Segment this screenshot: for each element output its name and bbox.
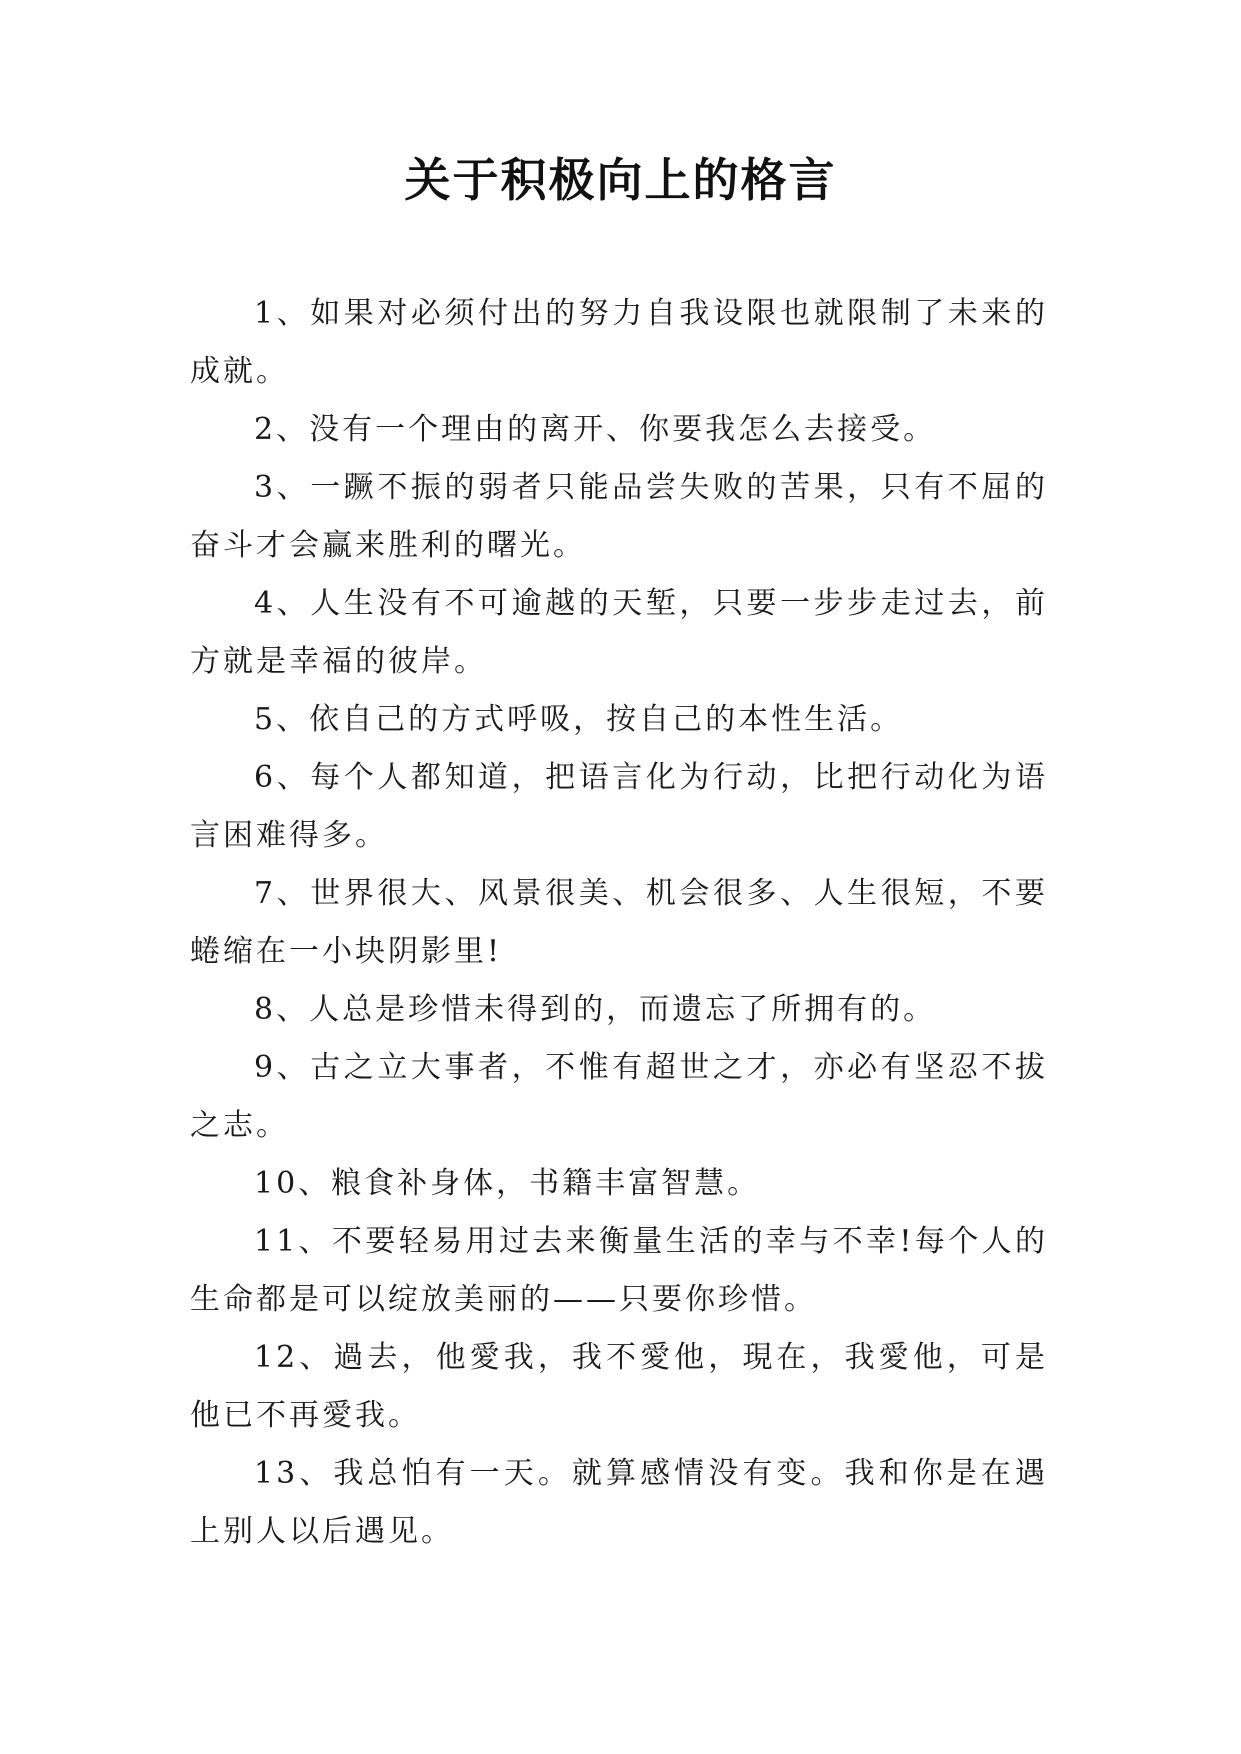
paragraph-3: 3、一蹶不振的弱者只能品尝失败的苦果，只有不屈的奋斗才会赢来胜利的曙光。 <box>190 470 1048 563</box>
paragraph-6: 6、每个人都知道，把语言化为行动，比把行动化为语言困难得多。 <box>190 760 1048 853</box>
paragraph-5: 5、依自己的方式呼吸，按自己的本性生活。 <box>254 702 904 737</box>
paragraph-13: 13、我总怕有一天。就算感情没有变。我和你是在遇上别人以后遇见。 <box>190 1456 1048 1549</box>
document-body <box>190 285 1048 1561</box>
paragraph-2: 2、没有一个理由的离开、你要我怎么去接受。 <box>254 412 937 447</box>
paragraph-8: 8、人总是珍惜未得到的，而遗忘了所拥有的。 <box>254 992 937 1027</box>
paragraph-11: 11、不要轻易用过去来衡量生活的幸与不幸!每个人的生命都是可以绽放美丽的——只要你珍惜。 <box>190 1224 1048 1317</box>
paragraph-12: 12、過去，他愛我，我不愛他，現在，我愛他，可是他已不再愛我。 <box>190 1340 1048 1433</box>
paragraph-10: 10、粮食补身体，书籍丰富智慧。 <box>254 1166 761 1201</box>
paragraph-1: 1、如果对必须付出的努力自我设限也就限制了未来的成就。 <box>190 296 1048 389</box>
paragraph-9: 9、古之立大事者，不惟有超世之才，亦必有坚忍不拔之志。 <box>190 1050 1048 1143</box>
document-title: 关于积极向上的格言 <box>404 153 837 207</box>
paragraph-4: 4、人生没有不可逾越的天堑，只要一步步走过去，前方就是幸福的彼岸。 <box>190 586 1048 679</box>
paragraph-7: 7、世界很大、风景很美、机会很多、人生很短，不要蜷缩在一小块阴影里! <box>190 876 1048 969</box>
